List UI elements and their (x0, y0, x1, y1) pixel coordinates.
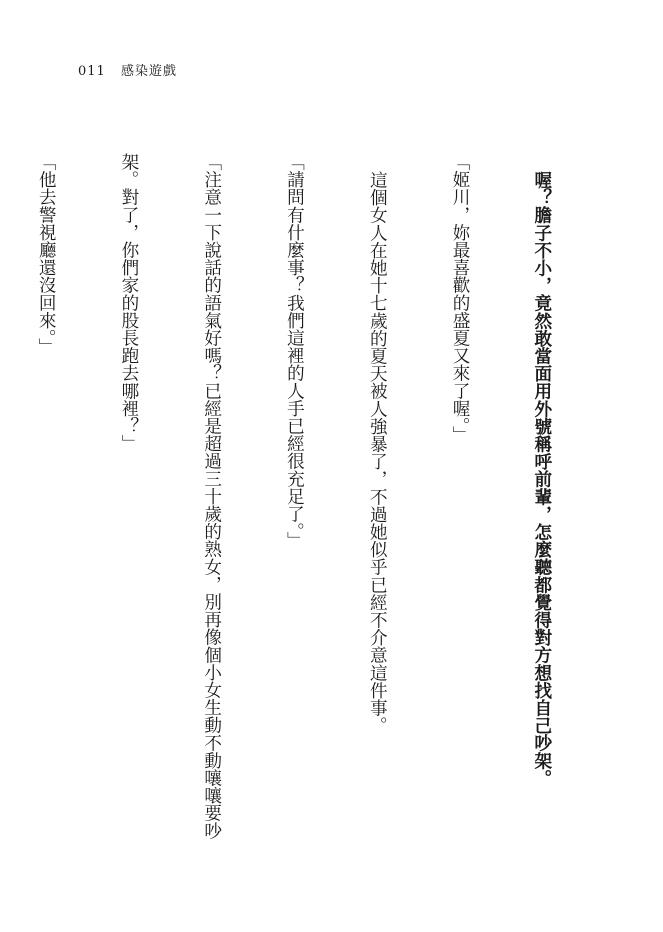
text-column: 喔？膽子不小，竟然敢當面用外號稱呼前輩，怎麼聽都覺得對方想找自己吵架。 (531, 170, 553, 787)
vertical-text-body (0, 153, 611, 873)
text-column: 「注意一下說話的語氣好嗎？已經是超過三十歲的熟女，別再像個小女生動不動嚷嚷要吵 (201, 153, 222, 840)
text-column: 「他去警視廳還沒回來。」 (36, 153, 57, 356)
text-column: 「姬川，妳最喜歡的盛夏又來了喔。」 (450, 153, 471, 444)
text-column: 「請問有什麼事？我們這裡的人手已經很充足了。」 (284, 153, 305, 549)
book-title: 感染遊戲 (120, 64, 177, 79)
running-header (78, 60, 177, 79)
text-column: 架。對了，你們家的股長跑去哪裡？」 (118, 153, 139, 453)
text-column: 這個女人在她十七歲的夏天被人強暴了，不過她似乎已經不介意這件事。 (367, 170, 388, 734)
page-number: 011 (78, 64, 106, 79)
